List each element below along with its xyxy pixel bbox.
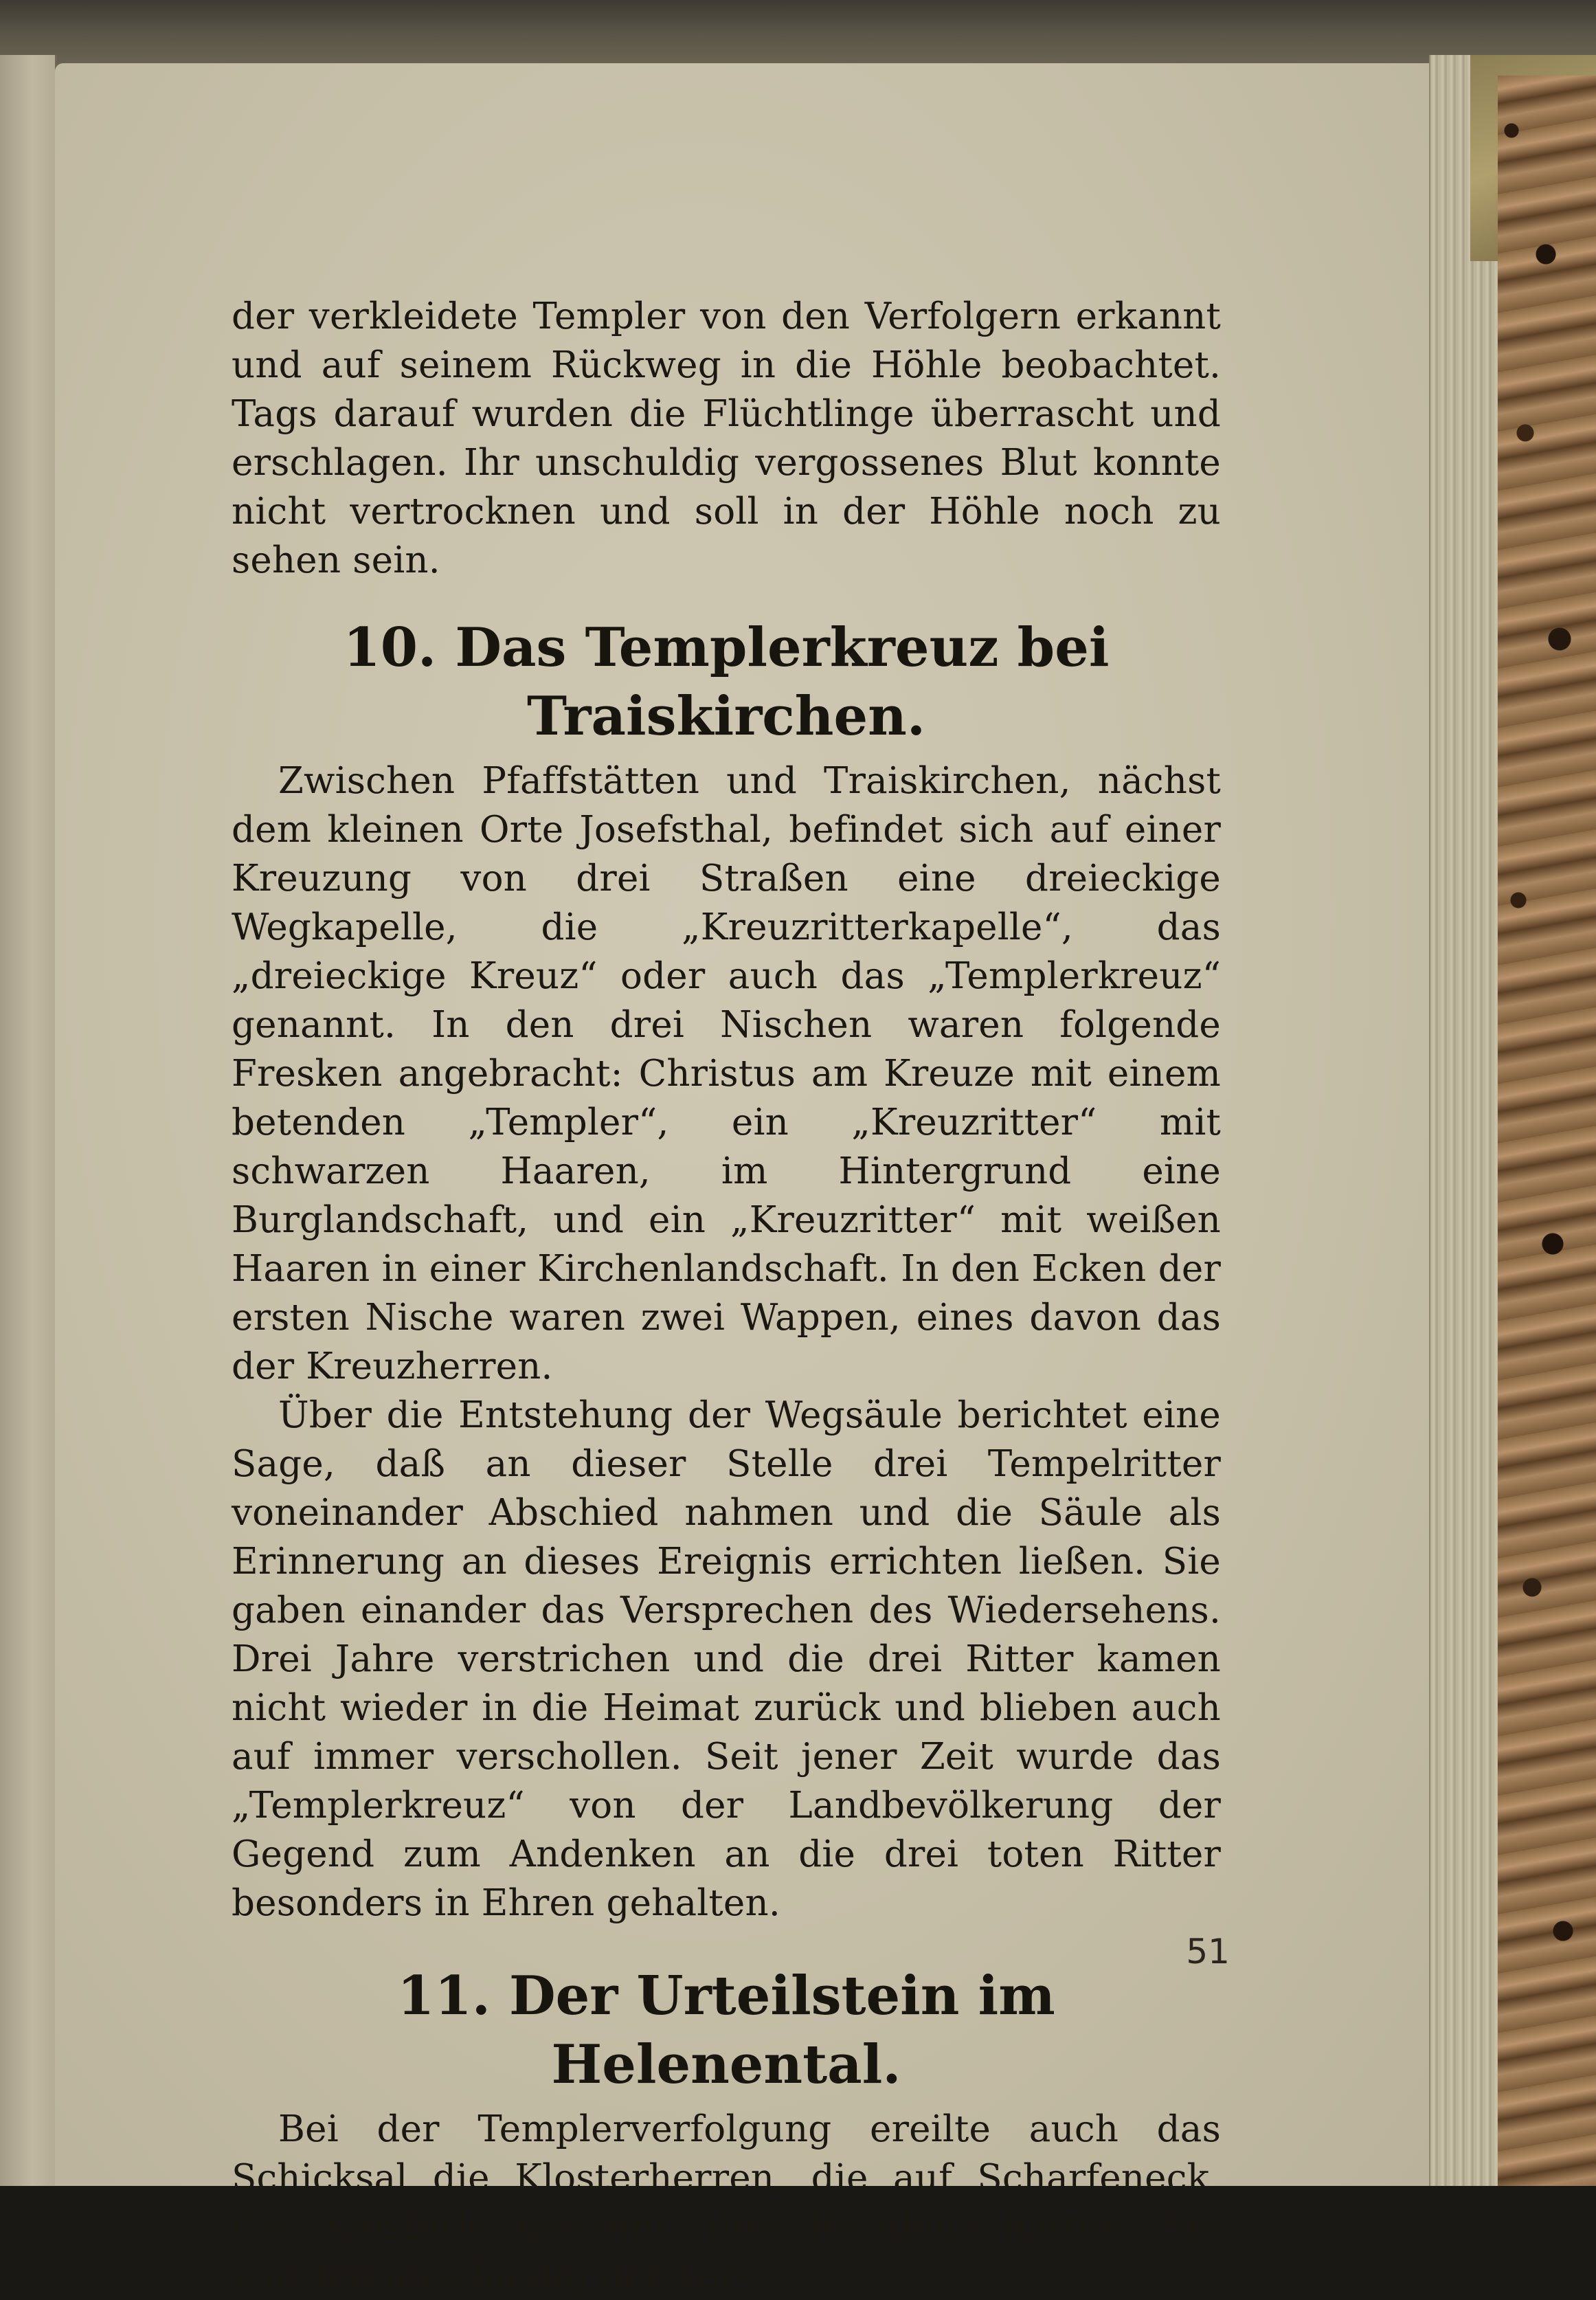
section-10-heading: 10. Das Templerkreuz bei Traiskirchen. xyxy=(343,616,1110,748)
section-11-paragraph-1: Bei der Templerverfolgung ereilte auch das Schicksal die Klosterherren, die auf Scharfeneck, das Klösterle genannt, ihre Residenz hatten. Sie wurden unschuldig der Ver- xyxy=(232,2108,1221,2297)
intro-paragraph: der verkleidete Templer von den Verfolgern erkannt und auf seinem Rückweg in die Höhle beobachtet. Tags darauf wurden die Flüchtlinge überrascht und erschlagen. Ihr unschuldig vergossenes Blut konnte nicht vertrocknen und soll in der Höhle noch zu sehen sein. xyxy=(232,295,1221,581)
page-number: 51 xyxy=(1186,1932,1230,1972)
page-text xyxy=(232,292,1221,2300)
adjacent-page-edge xyxy=(0,55,57,2186)
section-11-heading: 11. Der Urteilstein im Helenental. xyxy=(397,1965,1055,2096)
page-stack-edge xyxy=(1429,55,1506,2186)
marbled-cover-edge xyxy=(1498,76,1596,2186)
section-10-paragraph-1: Zwischen Pfaffstätten und Traiskirchen, nächst dem kleinen Orte Josefsthal, befindet sich auf einer Kreuzung von drei Straßen eine dreieckige Wegkapelle, die „Kreuzritterkapelle“, das „dreieckige Kreuz“ oder auch das „Templerkreuz“ genannt. In den drei Nischen waren folgende Fresken angebracht: Christus am Kreuze mit einem betenden „Templer“, ein „Kreuzritter“ mit schwarzen Haaren, im Hintergrund eine Burglandschaft, und ein „Kreuzritter“ mit weißen Haaren in einer Kirchenlandschaft. In den Ecken der ersten Nische waren zwei Wappen, eines davon das der Kreuzherren. xyxy=(232,760,1221,1387)
section-10-paragraph-2: Über die Entstehung der Wegsäule berichtet eine Sage, daß an dieser Stelle drei Tempelritter voneinander Abschied nahmen und die Säule als Erinnerung an dieses Ereignis errichten ließen. Sie gaben einander das Versprechen des Wiedersehens. Drei Jahre verstrichen und die drei Ritter kamen nicht wieder in die Heimat zurück und blieben auch auf immer verschollen. Seit jener Zeit wurde das „Templerkreuz“ von der Landbevölkerung der Gegend zum Andenken an die drei toten Ritter besonders in Ehren gehalten. xyxy=(232,1394,1221,1924)
